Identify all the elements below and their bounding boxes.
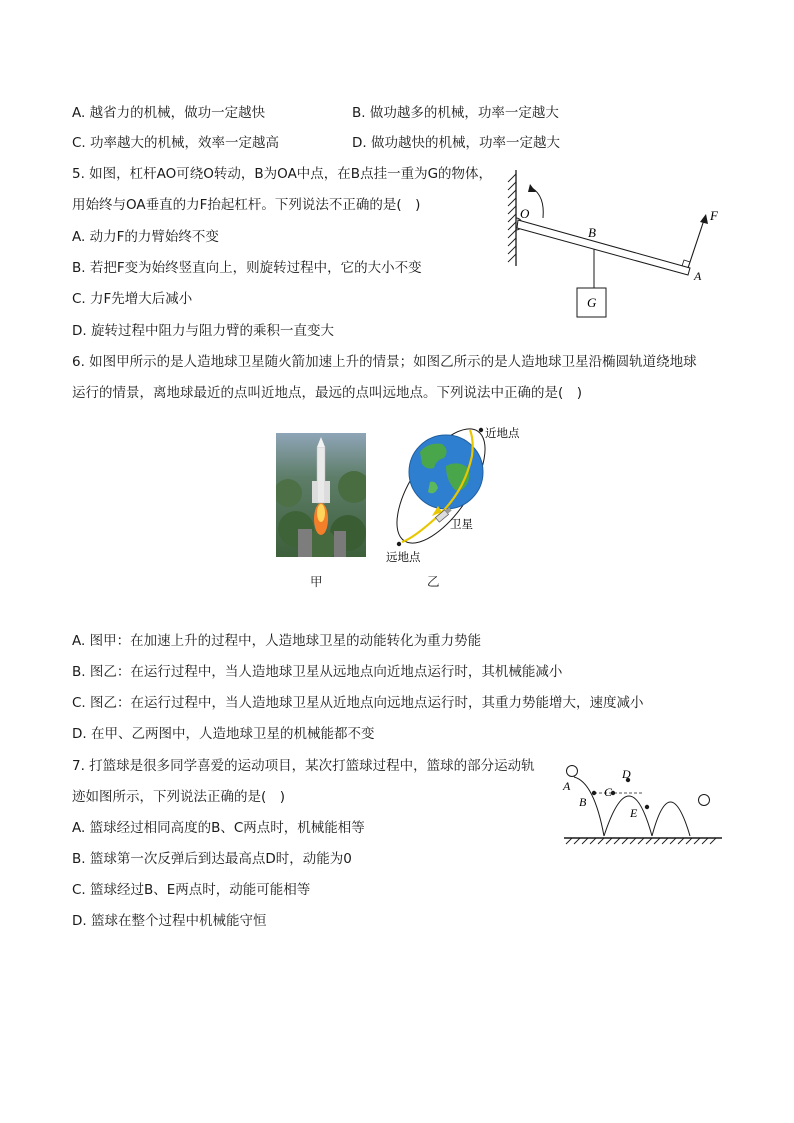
trajectory-label-e: E xyxy=(630,806,638,820)
trajectory-label-a: A xyxy=(563,779,571,793)
q7-option-b: B. 篮球第一次反弹后到达最高点D时，动能为0 xyxy=(72,851,352,867)
figure-caption-yi: 乙 xyxy=(427,574,440,589)
q5-option-d: D. 旋转过程中阻力与阻力臂的乘积一直变大 xyxy=(72,323,334,339)
lever-label-b: B xyxy=(588,225,596,240)
satellite-orbit-figure xyxy=(380,420,540,566)
lever-label-f: F xyxy=(710,208,718,223)
trajectory-label-c: C xyxy=(604,785,613,799)
q6-option-d: D. 在甲、乙两图中，人造地球卫星的机械能都不变 xyxy=(72,726,375,742)
q6-option-c: C. 图乙：在运行过程中，当人造地球卫星从近地点向远地点运行时，其重力势能增大，速度减小 xyxy=(72,695,644,711)
trajectory-label-b: B xyxy=(579,795,587,809)
lever-label-o: O xyxy=(520,206,530,221)
q5-option-a: A. 动力F的力臂始终不变 xyxy=(72,229,219,245)
q4-option-b: B. 做功越多的机械，功率一定越大 xyxy=(352,105,559,121)
q7-option-a: A. 篮球经过相同高度的B、C两点时，机械能相等 xyxy=(72,820,365,836)
figure-caption-jia: 甲 xyxy=(310,574,323,589)
lever-label-g: G xyxy=(587,295,597,310)
basketball-trajectory-figure xyxy=(560,760,725,850)
q5-option-b: B. 若把F变为始终竖直向上，则旋转过程中，它的大小不变 xyxy=(72,260,422,276)
q4-option-c: C. 功率越大的机械，效率一定越高 xyxy=(72,135,280,151)
lever-label-a: A xyxy=(694,269,702,283)
q5-stem-line1: 5. 如图，杠杆AO可绕O转动，B为OA中点，在B点挂一重为G的物体， xyxy=(72,166,493,182)
q7-option-d: D. 篮球在整个过程中机械能守恒 xyxy=(72,913,267,929)
rocket-launch-image xyxy=(276,433,366,557)
q5-option-c: C. 力F先增大后减小 xyxy=(72,291,193,307)
q7-stem-line1: 7. 打篮球是很多同学喜爱的运动项目，某次打篮球过程中，篮球的部分运动轨 xyxy=(72,758,535,774)
q6-stem-line2: 运行的情景，离地球最近的点叫近地点，最远的点叫远地点。下列说法中正确的是( ) xyxy=(72,385,583,401)
apogee-label: 远地点 xyxy=(386,550,421,564)
lever-figure xyxy=(500,162,730,327)
q4-option-d: D. 做功越快的机械，功率一定越大 xyxy=(352,135,560,151)
q6-stem-line1: 6. 如图甲所示的是人造地球卫星随火箭加速上升的情景；如图乙所示的是人造地球卫星沿椭圆轨道绕地球 xyxy=(72,354,697,370)
q6-option-b: B. 图乙：在运行过程中，当人造地球卫星从远地点向近地点运行时，其机械能减小 xyxy=(72,664,563,680)
q7-option-c: C. 篮球经过B、E两点时，动能可能相等 xyxy=(72,882,311,898)
q6-option-a: A. 图甲：在加速上升的过程中，人造地球卫星的动能转化为重力势能 xyxy=(72,633,482,649)
satellite-label: 卫星 xyxy=(450,517,473,531)
perigee-label: 近地点 xyxy=(485,426,520,440)
q7-stem-line2: 迹如图所示，下列说法正确的是( ) xyxy=(72,789,286,805)
trajectory-label-d: D xyxy=(622,767,631,781)
q4-option-a: A. 越省力的机械，做功一定越快 xyxy=(72,105,266,121)
q5-stem-line2: 用始终与OA垂直的力F抬起杠杆。下列说法不正确的是( ) xyxy=(72,197,421,213)
